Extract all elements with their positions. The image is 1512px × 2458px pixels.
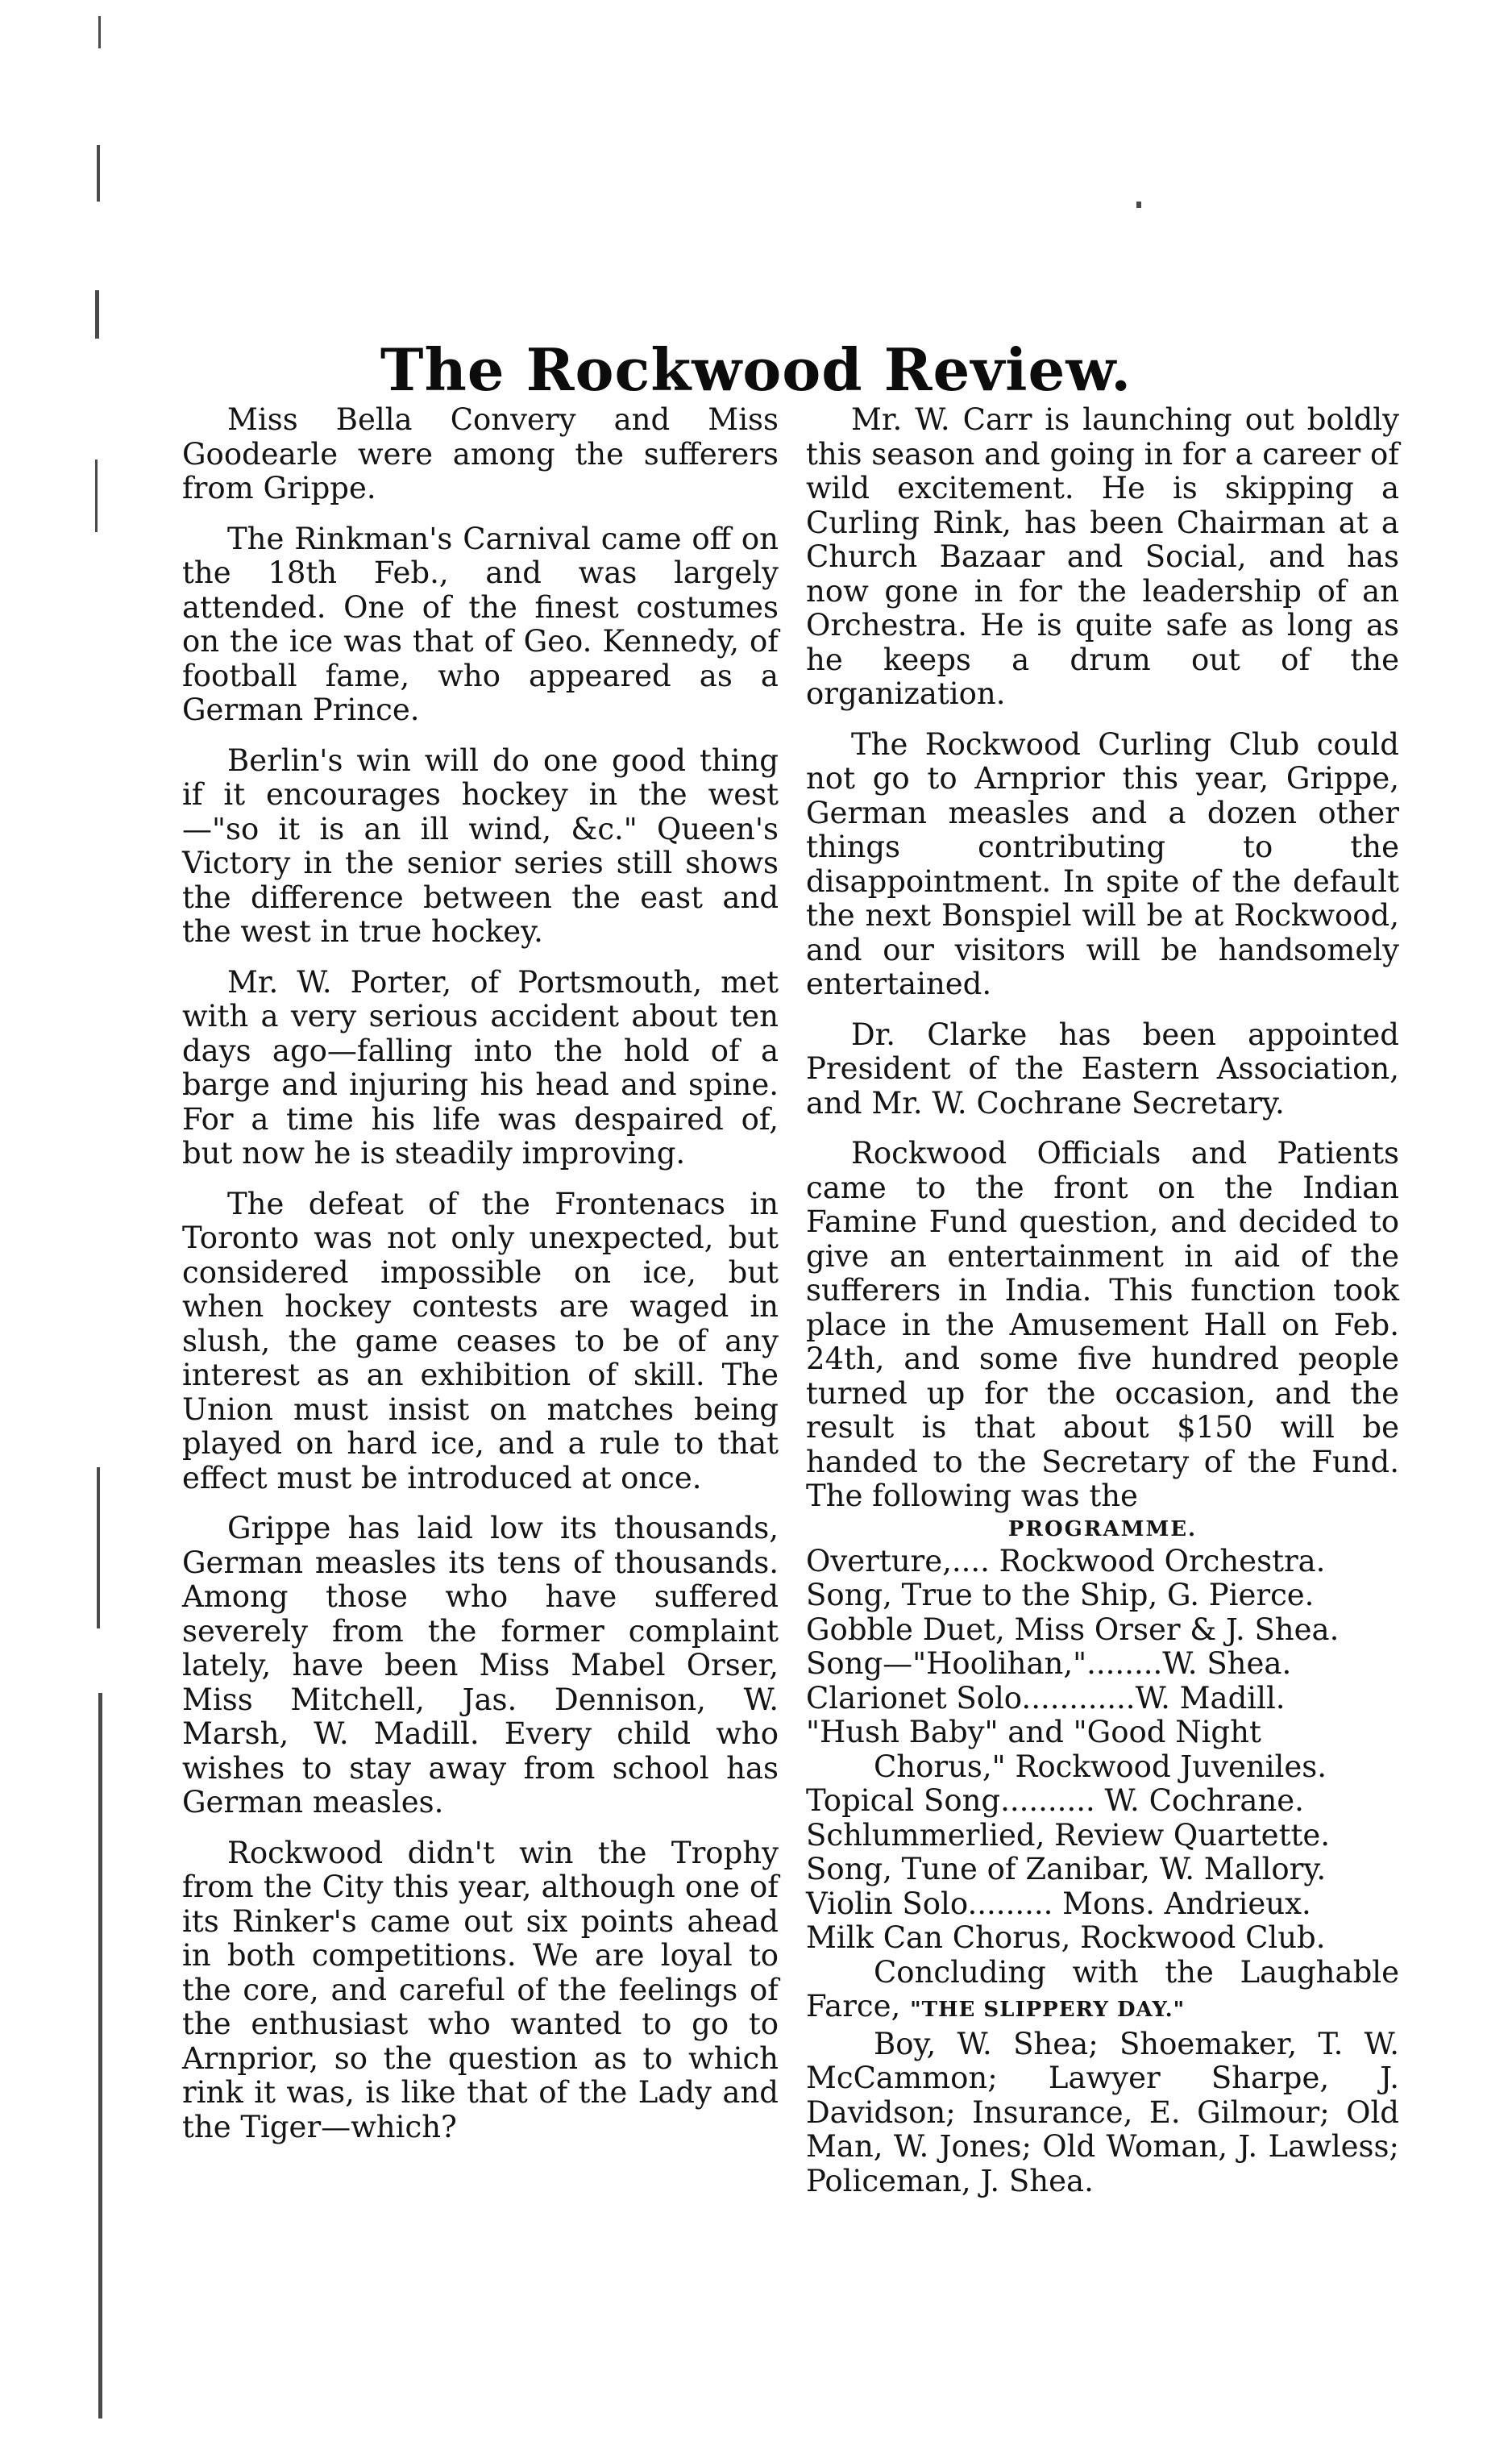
article-paragraph: Berlin's win will do one good thing if it encourages hockey in the west—"so it is an ill wind, &c." Queen's Victory in the senior series still shows the difference between the east and the west in true hockey. [182,742,779,949]
farce-title: "THE SLIPPERY DAY." [910,1998,1186,2022]
programme-item: Violin Solo......... Mons. Andrieux. [806,1886,1311,1921]
scan-mark [97,145,100,202]
scan-mark [98,1693,102,2418]
programme-item: Topical Song.......... W. Cochrane. [806,1783,1304,1818]
scan-mark [98,16,101,48]
programme-item: "Hush Baby" and "Good Night [806,1715,1261,1749]
scan-mark [95,290,99,339]
scan-mark [95,460,98,532]
programme-item: Gobble Duet, Miss Orser & J. Shea. [806,1612,1340,1647]
programme [806,1517,1399,2199]
right-column [806,403,1399,2198]
programme-item: Milk Can Chorus, Rockwood Club. [806,1920,1326,1955]
programme-item: Song, True to the Ship, G. Pierce. [806,1578,1315,1612]
article-paragraph: The defeat of the Frontenacs in Toronto was not only unexpected, but considered impossible on ice, but when hockey contests are waged in slush, the game ceases to be of any interest as an exhibition of skill. The Union must insist on matches being played on hard ice, and a rule to that effect must be introduced at once. [182,1186,779,1495]
article-paragraph: Mr. W. Carr is launching out boldly this season and going in for a career of wild excitement. He is skipping a Curling Rink, has been Chairman at a Church Bazaar and Social, and has now gone in for the leadership of an Orchestra. He is quite safe as long as he keeps a drum out of the organization. [806,402,1399,711]
programme-item: Schlummerlied, Review Quartette. [806,1817,1330,1853]
programme-item: Chorus," Rockwood Juveniles. [874,1749,1327,1784]
programme-concluding [806,1956,1399,2028]
scan-mark [97,1467,100,1628]
article-paragraph: Rockwood didn't win the Trophy from the City this year, although one of its Rinker's came out six points ahead in both competitions. We are loyal to the core, and careful of the feelings of the enthusiast who wanted to go to Arnprior, so the question as to which rink it was, is like that of the Lady and the Tiger—which? [182,1835,779,2144]
programme-item: Clarionet Solo............W. Madill. [806,1680,1286,1716]
programme-cast: Boy, W. Shea; Shoemaker, T. W. McCammon; Lawyer Sharpe, J. Davidson; Insurance, E. Gilmour; Old Man, W. Jones; Old Woman, J. Lawless; Policeman, J. Shea. [806,2026,1399,2198]
article-paragraph: Grippe has laid low its thousands, German measles its tens of thousands. Among those who have suffered severely from the former complaint lately, have been Miss Mabel Orser, Miss Mitchell, Jas. Dennison, W. Marsh, W. Madill. Every child who wishes to stay away from school has German measles. [182,1511,779,1820]
programme-heading: PROGRAMME. [1007,1516,1198,1541]
article-paragraph: Dr. Clarke has been appointed President of the Eastern Association, and Mr. W. Cochrane Secretary. [806,1017,1399,1121]
programme-item: Song—"Hoolihan,"........W. Shea. [806,1646,1292,1681]
article-paragraph: Miss Bella Convery and Miss Goodearle were among the sufferers from Grippe. [182,402,779,505]
concluding-text: Concluding with the Laughable Farce, [806,1954,1399,2023]
programme-item: Overture,.... Rockwood Orchestra. [806,1543,1326,1578]
article-paragraph: The Rinkman's Carnival came off on the 18th Feb., and was largely attended. One of the finest costumes on the ice was that of Geo. Kennedy, of football fame, who appeared as a German Prince. [182,521,779,727]
article-paragraph: Mr. W. Porter, of Portsmouth, met with a very serious accident about ten days ago—falling into the hold of a barge and injuring his head and spine. For a time his life was despaired of, but now he is steadily improving. [182,964,779,1171]
masthead-title: The Rockwood Review. [380,335,1132,404]
left-column [182,403,779,2161]
article-paragraph: The Rockwood Curling Club could not go to Arnprior this year, Grippe, German measles and a dozen other things contributing to the disappointment. In spite of the default the next Bonspiel will be at Rockwood, and our visitors will be handsomely entertained. [806,726,1399,1001]
programme-item: Song, Tune of Zanibar, W. Mallory. [806,1852,1327,1886]
scan-mark [1136,202,1141,208]
article-paragraph: Rockwood Officials and Patients came to the front on the Indian Famine Fund question, and decided to give an entertainment in aid of the sufferers in India. This function took place in the Amusement Hall on Feb. 24th, and some five hundred people turned up for the occasion, and the result is that about $150 will be handed to the Secretary of the Fund. The following was the [806,1136,1399,1513]
